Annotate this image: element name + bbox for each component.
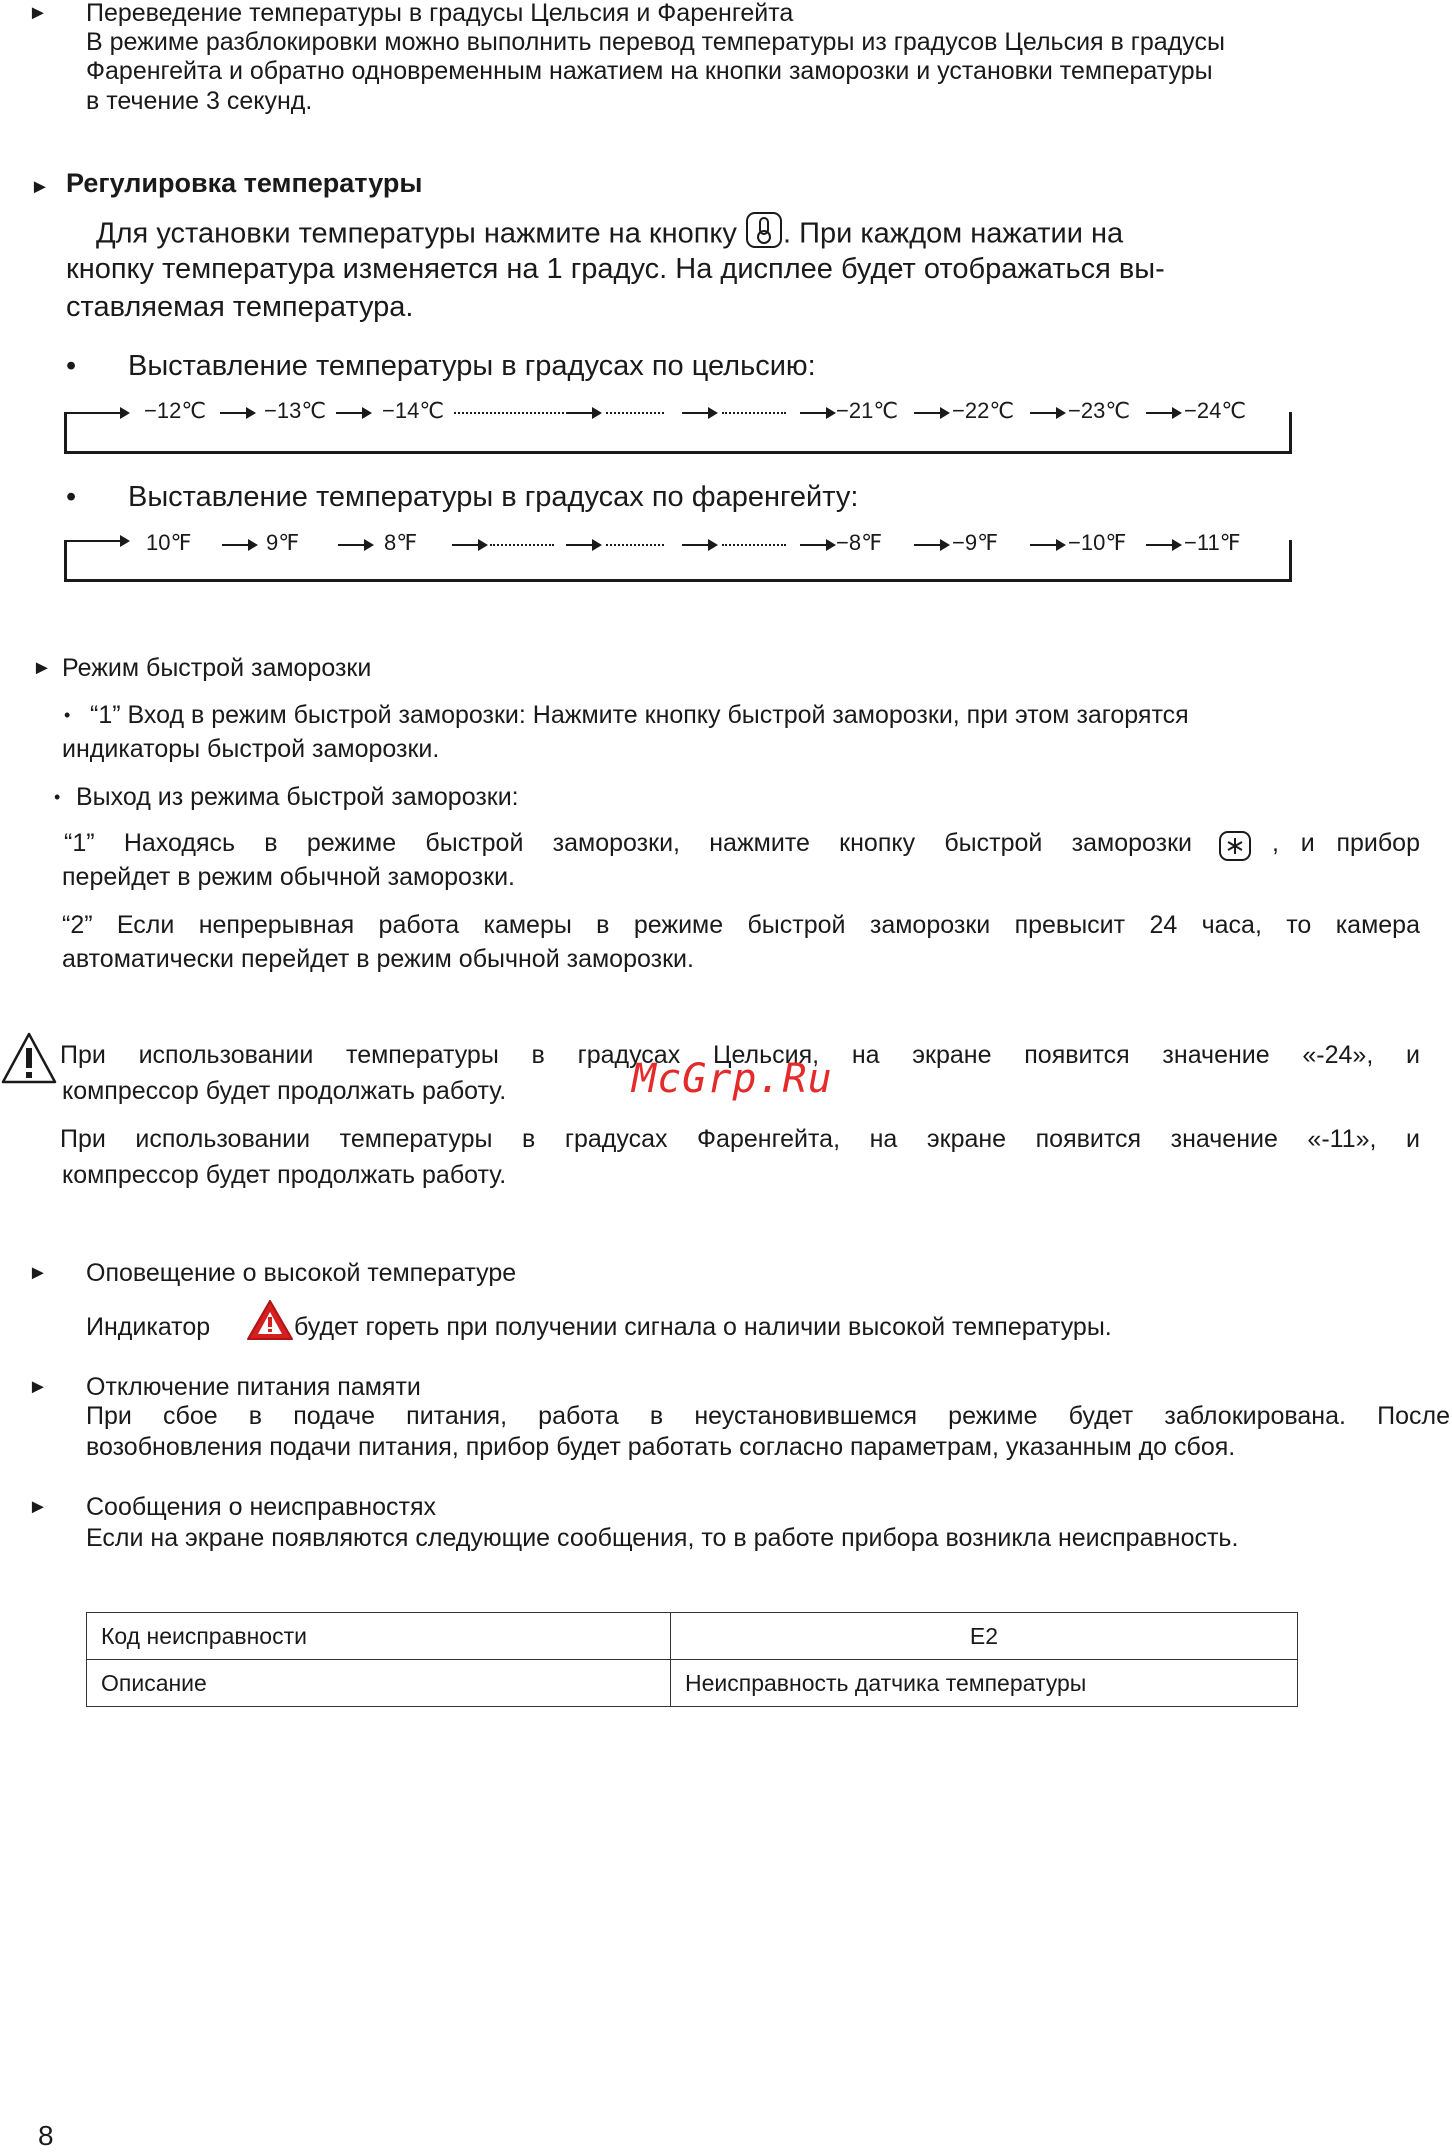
right-triangle-bullet-icon: ► bbox=[28, 1262, 48, 1284]
dotted-gap bbox=[490, 544, 554, 546]
right-triangle-bullet-icon: ► bbox=[28, 1376, 48, 1398]
right-triangle-bullet-icon: ► bbox=[30, 176, 50, 198]
bullet-dot: • bbox=[54, 787, 61, 807]
section-title: Сообщения о неисправностях bbox=[86, 1493, 436, 1521]
right-triangle-bullet-icon: ► bbox=[28, 2, 48, 24]
celsius-value: −21℃ bbox=[836, 398, 899, 423]
paragraph-line: Фаренгейта и обратно одновременным нажатием на кнопки заморозки и установки температуры bbox=[86, 57, 1213, 85]
table-cell: Описание bbox=[87, 1660, 671, 1707]
paragraph-line: Индикатор bbox=[86, 1313, 211, 1341]
dotted-gap bbox=[606, 544, 664, 546]
paragraph-line: индикаторы быстрой заморозки. bbox=[62, 735, 440, 763]
exit-title: Выход из режима быстрой заморозки: bbox=[76, 783, 519, 811]
fahrenheit-label: Выставление температуры в градусах по фаренгейту: bbox=[128, 481, 859, 513]
table-cell: Код неисправности bbox=[87, 1613, 671, 1660]
section-title: Оповещение о высокой температуре bbox=[86, 1259, 517, 1287]
flow-arrow bbox=[452, 544, 486, 546]
section-title: Отключение питания памяти bbox=[86, 1373, 421, 1401]
table-cell: Неисправность датчика температуры bbox=[671, 1660, 1298, 1707]
flow-arrow bbox=[1030, 544, 1064, 546]
fahrenheit-value: 9℉ bbox=[266, 530, 300, 555]
fahrenheit-value: −10℉ bbox=[1068, 530, 1127, 555]
flow-arrow bbox=[338, 544, 372, 546]
celsius-sequence bbox=[0, 398, 1452, 428]
page-number: 8 bbox=[38, 2120, 54, 2151]
flow-arrow bbox=[222, 544, 256, 546]
celsius-label: Выставление температуры в градусах по цельсию: bbox=[128, 350, 816, 382]
paragraph-line: При использовании температуры в градусах Цельсия, на экране появится значение «-24», и bbox=[60, 1041, 1420, 1069]
celsius-value: −24℃ bbox=[1184, 398, 1247, 423]
fahrenheit-value: −8℉ bbox=[836, 530, 883, 555]
flow-arrow bbox=[1146, 544, 1180, 546]
dotted-gap bbox=[722, 412, 786, 414]
paragraph-line: кнопку температура изменяется на 1 градус. На дисплее будет отображаться вы- bbox=[66, 253, 1165, 285]
celsius-value: −12℃ bbox=[144, 398, 207, 423]
section-title: Регулировка температуры bbox=[66, 168, 423, 198]
paragraph-line: перейдет в режим обычной заморозки. bbox=[62, 863, 515, 891]
flow-arrow bbox=[800, 544, 834, 546]
section-title: Режим быстрой заморозки bbox=[62, 654, 372, 682]
dotted-gap bbox=[454, 412, 564, 414]
flow-arrow bbox=[336, 412, 370, 414]
table-row bbox=[87, 1660, 1298, 1707]
fault-table bbox=[86, 1612, 1298, 1707]
paragraph-line: в течение 3 секунд. bbox=[86, 87, 313, 115]
warning-triangle-icon bbox=[0, 1030, 58, 1091]
bullet-dot: • bbox=[66, 350, 77, 382]
watermark: McGrp.Ru bbox=[632, 1056, 833, 1102]
paragraph-line: Если на экране появляются следующие сообщения, то в работе прибора возникла неисправность. bbox=[86, 1524, 1239, 1552]
flow-arrow bbox=[220, 412, 254, 414]
flow-arrow bbox=[1146, 412, 1180, 414]
section-title: Переведение температуры в градусы Цельсия и Фаренгейта bbox=[86, 0, 794, 27]
celsius-value: −13℃ bbox=[264, 398, 327, 423]
fahrenheit-value: 10℉ bbox=[146, 530, 192, 555]
text-fragment: Для установки температуры нажмите на кнопку bbox=[96, 217, 737, 250]
right-triangle-bullet-icon: ► bbox=[28, 1496, 48, 1518]
celsius-value: −22℃ bbox=[952, 398, 1015, 423]
fahrenheit-value: −9℉ bbox=[952, 530, 999, 555]
paragraph-line: компрессор будет продолжать работу. bbox=[62, 1077, 507, 1105]
fahrenheit-value: 8℉ bbox=[384, 530, 418, 555]
dotted-gap bbox=[606, 412, 664, 414]
paragraph-line: компрессор будет продолжать работу. bbox=[62, 1161, 507, 1189]
alert-indicator-icon bbox=[246, 1298, 294, 1347]
paragraph-line: ставляемая температура. bbox=[66, 291, 414, 323]
flow-arrow bbox=[566, 412, 600, 414]
flow-arrow bbox=[914, 544, 948, 546]
paragraph-line: В режиме разблокировки можно выполнить перевод температуры из градусов Цельсия в градусы bbox=[86, 28, 1225, 56]
paragraph-line: При сбое в подаче питания, работа в неустановившемся режиме будет заблокирована. После bbox=[86, 1402, 1450, 1430]
bullet-dot: • bbox=[66, 481, 77, 513]
flow-arrow bbox=[800, 412, 834, 414]
table-row bbox=[87, 1613, 1298, 1660]
flow-arrow bbox=[682, 412, 716, 414]
paragraph-line: возобновления подачи питания, прибор будет работать согласно параметрам, указанным до сбоя. bbox=[86, 1433, 1236, 1461]
flow-arrow bbox=[1030, 412, 1064, 414]
dotted-gap bbox=[722, 544, 786, 546]
celsius-value: −14℃ bbox=[382, 398, 445, 423]
paragraph-line: будет гореть при получении сигнала о наличии высокой температуры. bbox=[294, 1313, 1112, 1341]
paragraph-line: “1” Вход в режим быстрой заморозки: Нажмите кнопку быстрой заморозки, при этом загорятся bbox=[90, 701, 1189, 729]
paragraph-line: “2” Если непрерывная работа камеры в режиме быстрой заморозки превысит 24 часа, то камера bbox=[62, 911, 1420, 939]
celsius-value: −23℃ bbox=[1068, 398, 1131, 423]
bullet-dot: • bbox=[64, 705, 71, 725]
flow-arrow bbox=[914, 412, 948, 414]
paragraph-line: автоматически перейдет в режим обычной заморозки. bbox=[62, 945, 694, 973]
flow-arrow bbox=[566, 544, 600, 546]
right-triangle-bullet-icon: ► bbox=[32, 657, 52, 679]
flow-arrow bbox=[682, 544, 716, 546]
paragraph-line: , и прибор bbox=[1272, 829, 1420, 857]
table-cell: E2 bbox=[671, 1613, 1298, 1660]
fahrenheit-value: −11℉ bbox=[1184, 530, 1241, 555]
paragraph-line: При использовании температуры в градусах Фаренгейта, на экране появится значение «-11», и bbox=[60, 1125, 1420, 1153]
fahrenheit-sequence bbox=[0, 530, 1452, 560]
text-fragment: . При каждом нажатии на bbox=[783, 217, 1124, 250]
snowflake-button-icon bbox=[1218, 830, 1252, 867]
paragraph-line: “1” Находясь в режиме быстрой заморозки, нажмите кнопку быстрой заморозки bbox=[64, 829, 1192, 857]
